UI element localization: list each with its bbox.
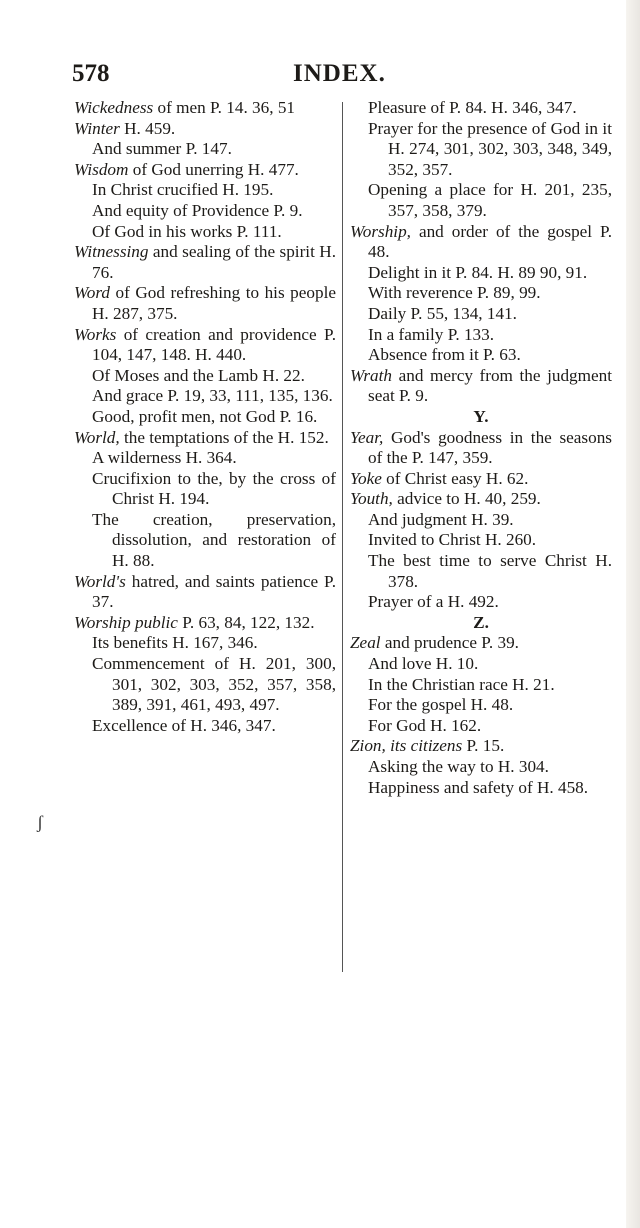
index-reference-text: Daily P. 55, 134, 141. xyxy=(368,303,517,323)
index-subentry xyxy=(350,778,612,799)
index-subentry xyxy=(350,119,612,181)
index-subentry xyxy=(350,551,612,592)
index-reference-text: A wilderness H. 364. xyxy=(92,448,237,468)
index-reference-text: H. 459. xyxy=(119,118,176,138)
index-entry xyxy=(74,572,336,613)
index-headword: Worship, xyxy=(350,221,411,241)
index-reference-text: Pleasure of P. 84. H. 346, 347. xyxy=(368,98,577,117)
section-letter: Y. xyxy=(473,406,489,426)
index-reference-text: Of God in his works P. 111. xyxy=(92,221,282,241)
index-reference-text: The best time to serve Christ H. 378. xyxy=(368,551,612,591)
index-reference-text: Asking the way to H. 304. xyxy=(368,757,549,776)
index-reference-text: of God unerring H. 477. xyxy=(128,159,299,179)
index-reference-text: And love H. 10. xyxy=(368,654,479,674)
index-subentry xyxy=(350,592,612,613)
index-entry xyxy=(350,469,612,490)
index-subentry xyxy=(74,407,336,428)
index-subentry xyxy=(74,510,336,572)
index-headword: Wisdom xyxy=(74,159,129,179)
index-column-left xyxy=(74,98,336,736)
index-reference-text: Invited to Christ H. 260. xyxy=(368,530,537,550)
index-subentry xyxy=(350,695,612,716)
index-subentry xyxy=(350,180,612,221)
index-subentry xyxy=(74,386,336,407)
index-subentry xyxy=(350,716,612,737)
index-subentry xyxy=(350,757,612,778)
index-entry xyxy=(74,428,336,449)
index-entry xyxy=(350,222,612,263)
index-subentry xyxy=(350,530,612,551)
index-reference-text: Crucifixion to the, by the cross of Christ H. 194. xyxy=(92,468,336,509)
index-headword: World's xyxy=(74,571,126,591)
index-subentry xyxy=(74,654,336,716)
index-reference-text: and sealing of the spirit H. 76. xyxy=(92,242,336,282)
index-headword: Worship public xyxy=(74,612,178,632)
index-reference-text: In a family P. 133. xyxy=(368,324,495,344)
index-reference-text: advice to H. 40, 259. xyxy=(392,489,541,509)
index-reference-text: Its benefits H. 167, 346. xyxy=(92,633,258,653)
index-subentry xyxy=(74,716,336,737)
index-reference-text: And equity of Providence P. 9. xyxy=(92,200,303,220)
index-reference-text: Delight in it P. 84. H. 89 90, 91. xyxy=(368,262,588,282)
index-headword: Zeal xyxy=(350,633,381,653)
page-header xyxy=(68,60,628,94)
index-reference-text: Absence from it P. 63. xyxy=(368,345,521,365)
index-subentry xyxy=(74,633,336,654)
index-entry xyxy=(74,325,336,366)
index-reference-text: Prayer of a H. 492. xyxy=(368,592,499,612)
index-reference-text: of Christ easy H. 62. xyxy=(381,468,529,488)
index-headword: Winter xyxy=(74,118,120,138)
index-reference-text: Happiness and safety of H. 458. xyxy=(368,777,589,797)
index-entry xyxy=(350,633,612,654)
margin-mark: ʃ xyxy=(37,812,43,832)
index-headword: Zion, its citizens xyxy=(350,736,463,756)
index-headword: Wickedness xyxy=(74,98,154,117)
index-subentry xyxy=(74,201,336,222)
index-reference-text: The creation, preservation, dissolution, and restoration of H. 88. xyxy=(92,509,336,571)
index-reference-text: P. 63, 84, 122, 132. xyxy=(177,612,315,632)
index-subentry xyxy=(74,366,336,387)
index-entry xyxy=(74,160,336,181)
index-reference-text: hatred, and saints patience P. 37. xyxy=(92,571,336,612)
index-headword: Yoke xyxy=(350,468,382,488)
index-reference-text: God's goodness in the seasons of the P. 147, 359. xyxy=(368,427,612,468)
running-title: INDEX. xyxy=(293,60,386,87)
index-reference-text: In Christ crucified H. 195. xyxy=(92,180,274,200)
index-subentry xyxy=(350,283,612,304)
index-reference-text: Good, profit men, not God P. 16. xyxy=(92,406,318,426)
index-reference-text: of men P. 14. 36, 51 xyxy=(153,98,296,117)
index-reference-text: In the Christian race H. 21. xyxy=(368,674,555,694)
index-entry xyxy=(74,613,336,634)
index-subentry xyxy=(350,98,612,119)
index-reference-text: and mercy from the judgment seat P. 9. xyxy=(368,365,612,406)
column-divider xyxy=(342,102,343,972)
index-reference-text: Commencement of H. 201, 300, 301, 302, 303, 352, 357, 358, 389, 391, 461, 493, 497. xyxy=(92,654,336,715)
index-reference-text: For God H. 162. xyxy=(368,715,482,735)
index-headword: World, xyxy=(74,427,120,447)
index-reference-text: And grace P. 19, 33, 111, 135, 136. xyxy=(92,386,333,406)
index-reference-text: Prayer for the presence of God in it H. 274, 301, 302, 303, 348, 349, 352, 357. xyxy=(368,118,612,179)
index-subentry xyxy=(350,510,612,531)
index-entry xyxy=(74,283,336,324)
index-reference-text: Opening a place for H. 201, 235, 357, 358, 379. xyxy=(368,180,612,220)
index-subentry xyxy=(350,345,612,366)
index-entry xyxy=(350,366,612,407)
index-headword: Word xyxy=(74,283,110,303)
index-subentry xyxy=(74,180,336,201)
index-entry xyxy=(350,428,612,469)
index-column-right xyxy=(350,98,612,798)
index-headword: Witnessing xyxy=(74,242,149,262)
index-headword: Year, xyxy=(350,427,384,447)
index-subentry xyxy=(350,675,612,696)
index-reference-text: Of Moses and the Lamb H. 22. xyxy=(92,365,305,385)
page-edge xyxy=(626,0,640,1228)
index-subentry xyxy=(350,325,612,346)
index-reference-text: P. 15. xyxy=(462,736,505,756)
index-subentry xyxy=(74,139,336,160)
index-reference-text: And judgment H. 39. xyxy=(368,509,514,529)
index-subentry xyxy=(74,469,336,510)
page-number: 578 xyxy=(72,60,110,87)
index-entry xyxy=(74,98,336,119)
index-subentry xyxy=(350,654,612,675)
section-letter: Z. xyxy=(473,612,489,632)
index-reference-text: of God refreshing to his people H. 287, 375. xyxy=(92,283,336,323)
index-reference-text: Excellence of H. 346, 347. xyxy=(92,715,276,735)
index-subentry xyxy=(74,448,336,469)
index-headword: Wrath xyxy=(350,365,393,385)
index-subentry xyxy=(74,222,336,243)
index-reference-text: and order of the gospel P. 48. xyxy=(368,221,612,262)
index-reference-text: And summer P. 147. xyxy=(92,139,232,159)
index-entry xyxy=(74,119,336,140)
index-subentry xyxy=(350,263,612,284)
index-reference-text: For the gospel H. 48. xyxy=(368,695,514,715)
index-headword: Youth, xyxy=(350,489,393,509)
index-headword: Works xyxy=(74,324,117,344)
index-entry xyxy=(350,489,612,510)
index-reference-text: of creation and providence P. 104, 147, 148. H. 440. xyxy=(92,324,336,365)
index-entry xyxy=(74,242,336,283)
index-reference-text: With reverence P. 89, 99. xyxy=(368,283,541,303)
index-entry xyxy=(350,736,612,757)
index-reference-text: and prudence P. 39. xyxy=(380,633,519,653)
index-reference-text: the temptations of the H. 152. xyxy=(119,427,329,447)
index-subentry xyxy=(350,304,612,325)
